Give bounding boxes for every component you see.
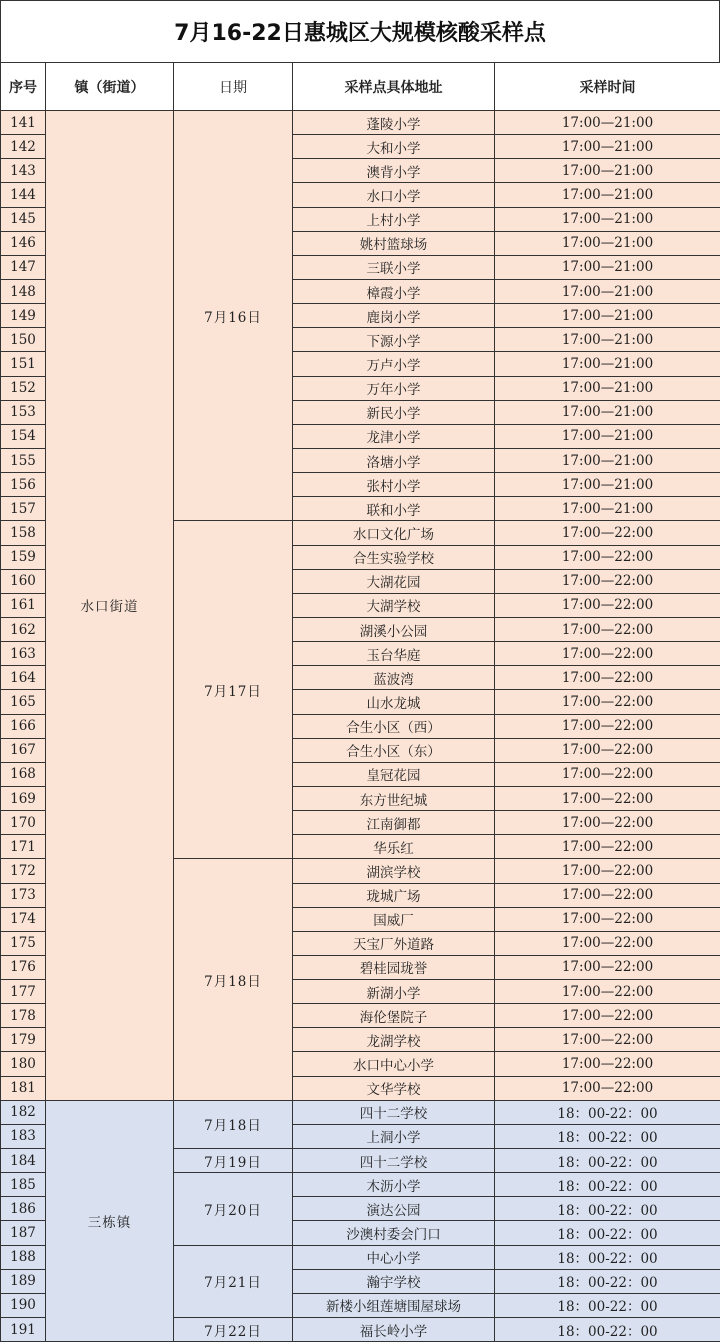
row-number: 170 bbox=[1, 811, 46, 835]
address-cell: 木沥小学 bbox=[293, 1173, 495, 1197]
row-number: 151 bbox=[1, 352, 46, 376]
row-number: 164 bbox=[1, 666, 46, 690]
time-cell: 18：00-22：00 bbox=[495, 1100, 720, 1124]
row-number: 190 bbox=[1, 1293, 46, 1317]
address-cell: 沙澳村委会门口 bbox=[293, 1221, 495, 1245]
row-number: 158 bbox=[1, 521, 46, 545]
time-cell: 17:00—22:00 bbox=[495, 955, 720, 979]
time-cell: 17:00—22:00 bbox=[495, 907, 720, 931]
time-cell: 17:00—21:00 bbox=[495, 111, 720, 135]
address-cell: 樟霞小学 bbox=[293, 279, 495, 303]
date-cell: 7月22日 bbox=[174, 1318, 293, 1342]
address-cell: 皇冠花园 bbox=[293, 762, 495, 786]
time-cell: 17:00—22:00 bbox=[495, 859, 720, 883]
address-cell: 瀚宇学校 bbox=[293, 1269, 495, 1293]
time-cell: 17:00—22:00 bbox=[495, 883, 720, 907]
row-number: 174 bbox=[1, 907, 46, 931]
row-number: 179 bbox=[1, 1028, 46, 1052]
time-cell: 17:00—21:00 bbox=[495, 159, 720, 183]
row-number: 162 bbox=[1, 617, 46, 641]
time-cell: 17:00—22:00 bbox=[495, 617, 720, 641]
time-cell: 17:00—21:00 bbox=[495, 328, 720, 352]
address-cell: 万年小学 bbox=[293, 376, 495, 400]
page-title: 7月16-22日惠城区大规模核酸采样点 bbox=[0, 0, 720, 62]
time-cell: 18：00-22：00 bbox=[495, 1245, 720, 1269]
row-number: 149 bbox=[1, 304, 46, 328]
time-cell: 17:00—22:00 bbox=[495, 714, 720, 738]
address-cell: 龙津小学 bbox=[293, 424, 495, 448]
date-cell: 7月21日 bbox=[174, 1245, 293, 1317]
table-body bbox=[1, 111, 720, 1342]
time-cell: 17:00—21:00 bbox=[495, 231, 720, 255]
address-cell: 湖溪小公园 bbox=[293, 617, 495, 641]
time-cell: 18：00-22：00 bbox=[495, 1318, 720, 1342]
row-number: 153 bbox=[1, 400, 46, 424]
address-cell: 水口小学 bbox=[293, 183, 495, 207]
address-cell: 大湖学校 bbox=[293, 593, 495, 617]
address-cell: 福长岭小学 bbox=[293, 1318, 495, 1342]
time-cell: 17:00—21:00 bbox=[495, 497, 720, 521]
row-number: 182 bbox=[1, 1100, 46, 1124]
row-number: 177 bbox=[1, 980, 46, 1004]
address-cell: 上洞小学 bbox=[293, 1124, 495, 1148]
time-cell: 18：00-22：00 bbox=[495, 1293, 720, 1317]
row-number: 142 bbox=[1, 135, 46, 159]
time-cell: 18：00-22：00 bbox=[495, 1149, 720, 1173]
row-number: 167 bbox=[1, 738, 46, 762]
date-cell: 7月17日 bbox=[174, 521, 293, 859]
header-address: 采样点具体地址 bbox=[293, 63, 495, 111]
time-cell: 17:00—21:00 bbox=[495, 376, 720, 400]
address-cell: 四十二学校 bbox=[293, 1100, 495, 1124]
table-row bbox=[1, 111, 720, 135]
row-number: 187 bbox=[1, 1221, 46, 1245]
time-cell: 17:00—22:00 bbox=[495, 690, 720, 714]
date-cell: 7月16日 bbox=[174, 111, 293, 521]
row-number: 189 bbox=[1, 1269, 46, 1293]
time-cell: 17:00—21:00 bbox=[495, 400, 720, 424]
row-number: 161 bbox=[1, 593, 46, 617]
row-number: 157 bbox=[1, 497, 46, 521]
row-number: 168 bbox=[1, 762, 46, 786]
header-town: 镇（街道） bbox=[46, 63, 174, 111]
row-number: 166 bbox=[1, 714, 46, 738]
time-cell: 17:00—22:00 bbox=[495, 1028, 720, 1052]
time-cell: 17:00—21:00 bbox=[495, 135, 720, 159]
address-cell: 江南御都 bbox=[293, 811, 495, 835]
row-number: 175 bbox=[1, 931, 46, 955]
time-cell: 17:00—21:00 bbox=[495, 352, 720, 376]
row-number: 176 bbox=[1, 955, 46, 979]
time-cell: 17:00—22:00 bbox=[495, 1076, 720, 1100]
address-cell: 联和小学 bbox=[293, 497, 495, 521]
town-cell: 水口街道 bbox=[46, 111, 174, 1101]
address-cell: 大和小学 bbox=[293, 135, 495, 159]
address-cell: 新楼小组莲塘围屋球场 bbox=[293, 1293, 495, 1317]
time-cell: 17:00—22:00 bbox=[495, 642, 720, 666]
address-cell: 大湖花园 bbox=[293, 569, 495, 593]
address-cell: 合生小区（西） bbox=[293, 714, 495, 738]
time-cell: 17:00—22:00 bbox=[495, 931, 720, 955]
address-cell: 海伦堡院子 bbox=[293, 1004, 495, 1028]
time-cell: 17:00—21:00 bbox=[495, 473, 720, 497]
row-number: 155 bbox=[1, 448, 46, 472]
address-cell: 四十二学校 bbox=[293, 1149, 495, 1173]
address-cell: 华乐红 bbox=[293, 835, 495, 859]
row-number: 180 bbox=[1, 1052, 46, 1076]
time-cell: 17:00—21:00 bbox=[495, 207, 720, 231]
row-number: 147 bbox=[1, 255, 46, 279]
time-cell: 17:00—22:00 bbox=[495, 1004, 720, 1028]
row-number: 145 bbox=[1, 207, 46, 231]
row-number: 191 bbox=[1, 1318, 46, 1342]
row-number: 173 bbox=[1, 883, 46, 907]
row-number: 181 bbox=[1, 1076, 46, 1100]
row-number: 178 bbox=[1, 1004, 46, 1028]
address-cell: 蓝波湾 bbox=[293, 666, 495, 690]
row-number: 152 bbox=[1, 376, 46, 400]
address-cell: 洛塘小学 bbox=[293, 448, 495, 472]
header-row bbox=[1, 63, 720, 111]
row-number: 160 bbox=[1, 569, 46, 593]
row-number: 159 bbox=[1, 545, 46, 569]
row-number: 141 bbox=[1, 111, 46, 135]
address-cell: 碧桂园珑誉 bbox=[293, 955, 495, 979]
time-cell: 17:00—21:00 bbox=[495, 255, 720, 279]
time-cell: 18：00-22：00 bbox=[495, 1124, 720, 1148]
address-cell: 万卢小学 bbox=[293, 352, 495, 376]
time-cell: 17:00—22:00 bbox=[495, 1052, 720, 1076]
address-cell: 文华学校 bbox=[293, 1076, 495, 1100]
row-number: 146 bbox=[1, 231, 46, 255]
address-cell: 姚村篮球场 bbox=[293, 231, 495, 255]
row-number: 150 bbox=[1, 328, 46, 352]
address-cell: 蓬陵小学 bbox=[293, 111, 495, 135]
time-cell: 17:00—22:00 bbox=[495, 762, 720, 786]
town-cell: 三栋镇 bbox=[46, 1100, 174, 1341]
address-cell: 龙湖学校 bbox=[293, 1028, 495, 1052]
time-cell: 17:00—22:00 bbox=[495, 521, 720, 545]
table-row bbox=[1, 1100, 720, 1124]
address-cell: 水口文化广场 bbox=[293, 521, 495, 545]
sampling-sites-table bbox=[0, 62, 720, 1342]
row-number: 169 bbox=[1, 786, 46, 810]
time-cell: 17:00—22:00 bbox=[495, 593, 720, 617]
address-cell: 合生实验学校 bbox=[293, 545, 495, 569]
time-cell: 18：00-22：00 bbox=[495, 1221, 720, 1245]
date-cell: 7月20日 bbox=[174, 1173, 293, 1245]
row-number: 185 bbox=[1, 1173, 46, 1197]
row-number: 148 bbox=[1, 279, 46, 303]
row-number: 156 bbox=[1, 473, 46, 497]
time-cell: 17:00—21:00 bbox=[495, 448, 720, 472]
time-cell: 17:00—22:00 bbox=[495, 569, 720, 593]
time-cell: 18：00-22：00 bbox=[495, 1197, 720, 1221]
address-cell: 东方世纪城 bbox=[293, 786, 495, 810]
row-number: 183 bbox=[1, 1124, 46, 1148]
address-cell: 演达公园 bbox=[293, 1197, 495, 1221]
time-cell: 17:00—21:00 bbox=[495, 183, 720, 207]
time-cell: 17:00—22:00 bbox=[495, 980, 720, 1004]
row-number: 163 bbox=[1, 642, 46, 666]
date-cell: 7月18日 bbox=[174, 1100, 293, 1148]
address-cell: 中心小学 bbox=[293, 1245, 495, 1269]
address-cell: 湖滨学校 bbox=[293, 859, 495, 883]
address-cell: 国威厂 bbox=[293, 907, 495, 931]
header-date: 日期 bbox=[174, 63, 293, 111]
time-cell: 17:00—21:00 bbox=[495, 424, 720, 448]
address-cell: 下源小学 bbox=[293, 328, 495, 352]
time-cell: 18：00-22：00 bbox=[495, 1269, 720, 1293]
address-cell: 合生小区（东） bbox=[293, 738, 495, 762]
date-cell: 7月19日 bbox=[174, 1149, 293, 1173]
time-cell: 17:00—21:00 bbox=[495, 279, 720, 303]
row-number: 188 bbox=[1, 1245, 46, 1269]
time-cell: 17:00—22:00 bbox=[495, 545, 720, 569]
time-cell: 17:00—21:00 bbox=[495, 304, 720, 328]
row-number: 154 bbox=[1, 424, 46, 448]
row-number: 144 bbox=[1, 183, 46, 207]
address-cell: 山水龙城 bbox=[293, 690, 495, 714]
header-seq: 序号 bbox=[1, 63, 46, 111]
row-number: 143 bbox=[1, 159, 46, 183]
time-cell: 17:00—22:00 bbox=[495, 811, 720, 835]
address-cell: 三联小学 bbox=[293, 255, 495, 279]
row-number: 171 bbox=[1, 835, 46, 859]
row-number: 172 bbox=[1, 859, 46, 883]
time-cell: 17:00—22:00 bbox=[495, 835, 720, 859]
address-cell: 水口中心小学 bbox=[293, 1052, 495, 1076]
address-cell: 珑城广场 bbox=[293, 883, 495, 907]
address-cell: 新湖小学 bbox=[293, 980, 495, 1004]
address-cell: 新民小学 bbox=[293, 400, 495, 424]
address-cell: 玉台华庭 bbox=[293, 642, 495, 666]
date-cell: 7月18日 bbox=[174, 859, 293, 1100]
time-cell: 17:00—22:00 bbox=[495, 738, 720, 762]
row-number: 186 bbox=[1, 1197, 46, 1221]
address-cell: 鹿岗小学 bbox=[293, 304, 495, 328]
address-cell: 天宝厂外道路 bbox=[293, 931, 495, 955]
address-cell: 张村小学 bbox=[293, 473, 495, 497]
address-cell: 上村小学 bbox=[293, 207, 495, 231]
time-cell: 17:00—22:00 bbox=[495, 666, 720, 690]
time-cell: 17:00—22:00 bbox=[495, 786, 720, 810]
header-time: 采样时间 bbox=[495, 63, 720, 111]
time-cell: 18：00-22：00 bbox=[495, 1173, 720, 1197]
row-number: 184 bbox=[1, 1149, 46, 1173]
address-cell: 澳背小学 bbox=[293, 159, 495, 183]
row-number: 165 bbox=[1, 690, 46, 714]
